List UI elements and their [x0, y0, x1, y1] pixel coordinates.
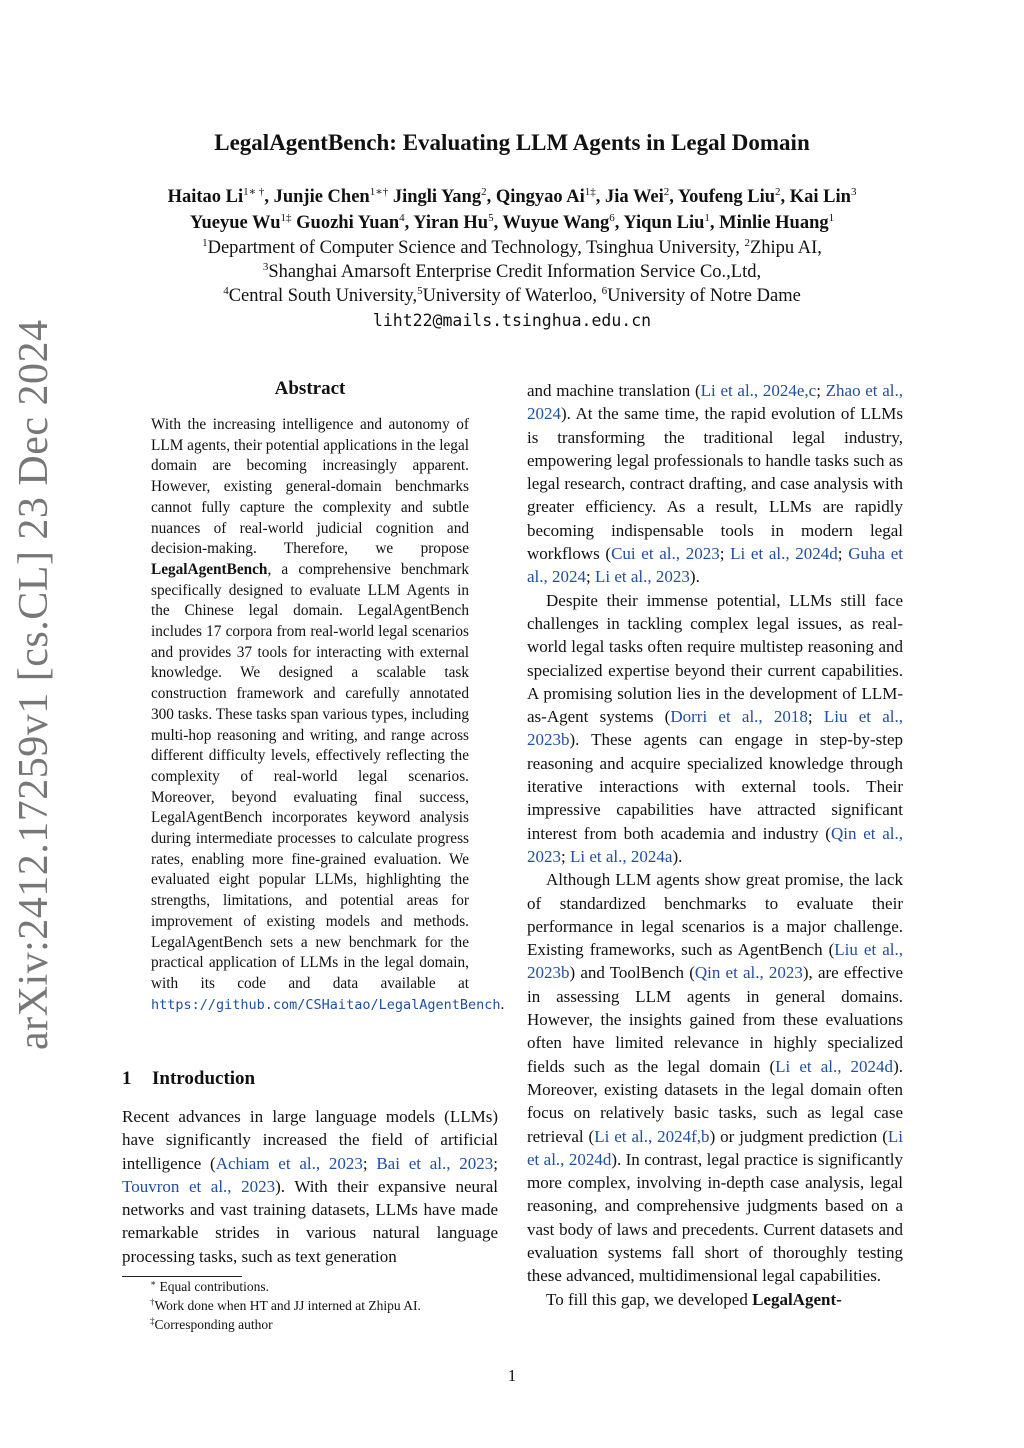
affiliation-line-1: $^1$Department of Computer Science and Technology, Tsinghua University, $^2$Zhipu AI,: [202, 237, 822, 258]
citation[interactable]: Liu et al., 2023b: [527, 707, 903, 750]
intro-paragraph-1: Recent advances in large language models (LLMs) have significantly increased the field of artificial intelligence (Achiam et al., 2023; Bai et al., 2023; Touvron et al., 2023). With their expansive neural networks and vast training datasets, LLMs have made remarkable strides in various natural language processing tasks, such as text generation: [122, 1107, 498, 1266]
github-link[interactable]: https://github.com/CSHaitao/LegalAgentBench: [151, 996, 501, 1013]
arxiv-stamp: arXiv:2412.17259v1 [cs.CL] 23 Dec 2024: [11, 319, 57, 1050]
citation[interactable]: Li et al., 2024a: [569, 846, 673, 866]
citation[interactable]: Qin et al., 2023: [694, 963, 803, 983]
footnote-rule: [122, 1276, 242, 1277]
intro-paragraph-4: Although LLM agents show great promise, the lack of standardized benchmarks to evaluate their performance in legal scenarios is a major challenge. Existing frameworks, such as AgentBench (Liu et al., 2023b) and ToolBench (Qin et al., 2023), are effective in assessing LLM agents in general domains. However, the insights gained from these evaluations often have limited relevance in highly specialized fields such as the legal domain (Li et al., 2024d). Moreover, existing datasets in the legal domain often focus on relatively basic tasks, such as legal case retrieval (Li et al., 2024f,b) or judgment prediction (Li et al., 2024d). In contrast, legal practice is significantly more complex, involving in-depth case analysis, legal reasoning, and comprehensive judgments based on a vast body of laws and precedents. Current datasets and evaluation systems fall short of thoroughly testing these advanced, multidimensional legal capabilities.: [527, 870, 903, 1286]
citation[interactable]: Li et al., 2023: [595, 567, 690, 587]
author-line-2: Yueyue $Wu^{1\ddagger}$ Guozhi Yuan$^4$, Yiran Hu$^5$, Wuyue Wang$^6$, Yiqun Liu$^1$, Minlie Huang$^1$: [189, 212, 835, 233]
intro-left-column: [122, 1105, 498, 1268]
intro-paragraph-5: To fill this gap, we developed LegalAgent-: [546, 1289, 842, 1309]
author-email: liht22@mails.tsinghua.edu.cn: [372, 311, 652, 330]
citation[interactable]: Touvron et al., 2023: [122, 1176, 276, 1196]
citation[interactable]: Li et al., 2024e,c: [700, 381, 817, 400]
footnote-3: ‡Corresponding author: [150, 1316, 273, 1332]
citation[interactable]: Qin et al., 2023: [527, 823, 903, 866]
footnote-1: ∗ Equal contributions.: [150, 1278, 269, 1294]
citation[interactable]: Liu et al., 2023b: [527, 940, 903, 983]
intro-paragraph-3: Despite their immense potential, LLMs still face challenges in tackling complex legal issues, as real-world legal tasks often require multistep reasoning and specialized expertise beyond their current capabilities. A promising solution lies in the development of LLM-as-Agent systems (Dorri et al., 2018; Liu et al., 2023b). These agents can engage in step-by-step reasoning and acquire specialized knowledge through iterative interactions with external tools. Their impressive capabilities have attracted significant interest from both academia and industry (Qin et al., 2023; Li et al., 2024a).: [527, 590, 903, 866]
citation[interactable]: Bai et al., 2023: [376, 1153, 494, 1173]
citation[interactable]: Li et al., 2024f,b: [594, 1126, 710, 1146]
citation[interactable]: Zhao et al., 2024: [527, 381, 903, 424]
citation[interactable]: Cui et al., 2023: [611, 544, 720, 564]
intro-right-column: [527, 379, 903, 1311]
affiliation-line-2: $^3$Shanghai Amarsoft Enterprise Credit Information Service Co.,Ltd,: [262, 261, 762, 282]
citation[interactable]: Achiam et al., 2023: [215, 1153, 363, 1173]
abstract-body: With the increasing intelligence and autonomy of LLM agents, their potential applications in the legal domain are becoming increasingly apparent. However, existing general-domain benchmarks cannot fully capture the complexity and subtle nuances of real-world judicial cognition and decision-making. Therefore, we propose LegalAgentBench, a comprehensive benchmark specifically designed to evaluate LLM Agents in the Chinese legal domain. LegalAgentBench includes 17 corpora from real-world legal scenarios and provides 37 tools for interacting with external knowledge. We designed a scalable task construction framework and carefully annotated 300 tasks. These tasks span various types, including multi-hop reasoning and writing, and range across different difficulty levels, effectively reflecting the complexity of real-world legal scenarios. Moreover, beyond evaluating final success, LegalAgentBench incorporates keyword analysis during intermediate processes to calculate progress rates, enabling more fine-grained evaluation. We evaluated eight popular LLMs, highlighting the strengths, limitations, and potential areas for improvement of existing models and methods. LegalAgentBench sets a new benchmark for the practical application of LLMs in the legal domain, with its code and data available at https://github.com/CSHaitao/LegalAgentBench.: [151, 416, 505, 1013]
citation[interactable]: Li et al., 2024d: [527, 1126, 903, 1169]
paper-title: LegalAgentBench: Evaluating LLM Agents in Legal Domain: [214, 130, 810, 155]
affiliation-line-3: $^4$Central South University,$^5$University of Waterloo, $^6$University of Notre Dame: [223, 285, 801, 306]
section-heading-introduction: 1 Introduction: [122, 1068, 256, 1089]
citation[interactable]: Guha et al., 2024: [527, 544, 903, 587]
footnote-2: †Work done when HT and JJ interned at Zhipu AI.: [150, 1297, 421, 1313]
page-number: 1: [507, 1366, 517, 1385]
citation[interactable]: Li et al., 2024d: [775, 1056, 894, 1076]
abstract-heading: Abstract: [274, 378, 346, 399]
citation[interactable]: Dorri et al., 2018: [670, 707, 808, 727]
author-line-1: Haitao $Li^{1∗ \dagger}$, Junjie Chen$^{1∗\dagger}$ Jingli Yang$^2$, Qingyao $Ai^{1\ddagger}$, Jia Wei$^2$, Youfeng Liu$^2$, Kai Lin$^3$: [167, 186, 857, 207]
intro-paragraph-2: and machine translation (Li et al., 2024e,c; Zhao et al., 2024). At the same time, the rapid evolution of LLMs is transforming the traditional legal industry, empowering legal professionals to handle tasks such as legal research, contract drafting, and case analysis with greater efficiency. As a result, LLMs are rapidly becoming indispensable tools in modern legal workflows (Cui et al., 2023; Li et al., 2024d; Guha et al., 2024; Li et al., 2023).: [527, 381, 903, 587]
citation[interactable]: Li et al., 2024d: [730, 544, 838, 564]
